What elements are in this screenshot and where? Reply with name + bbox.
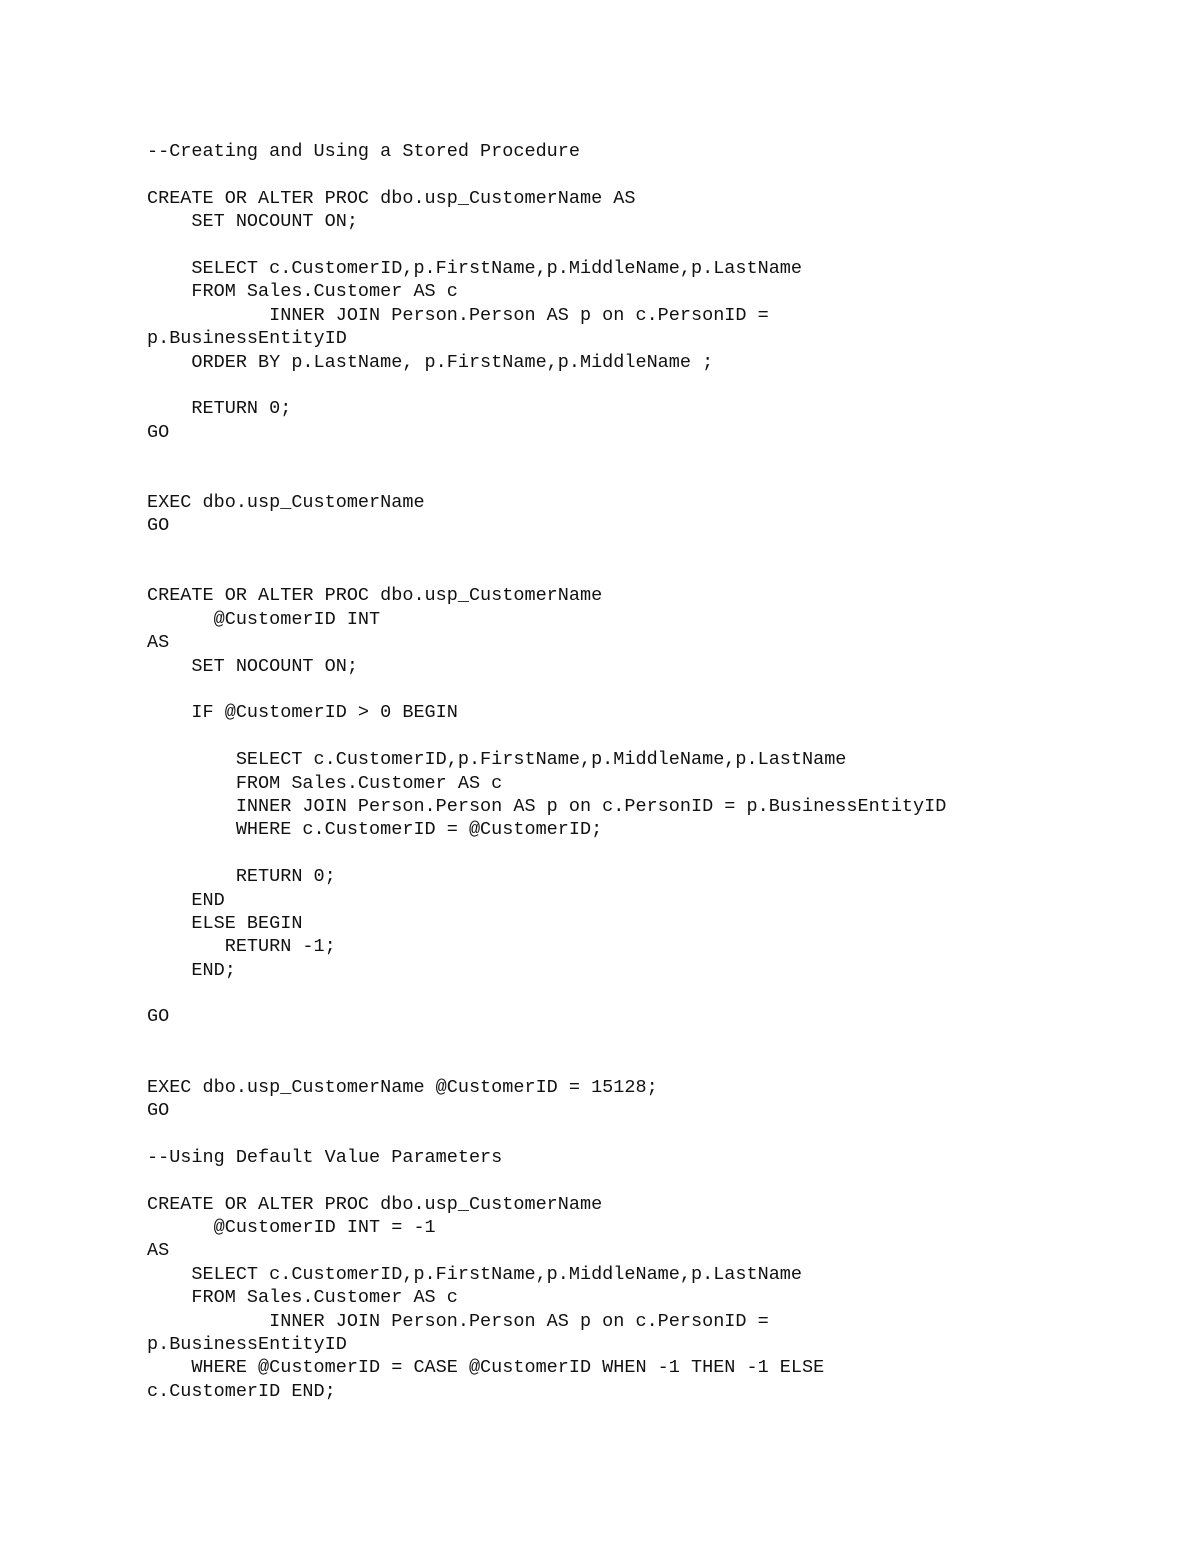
code-line: CREATE OR ALTER PROC dbo.usp_CustomerName [147,1193,603,1215]
code-line: SET NOCOUNT ON; [147,655,358,677]
code-line: AS [147,632,170,654]
blank-line [147,842,1157,865]
code-line: p.BusinessEntityID [147,1333,347,1355]
blank-line [147,678,1157,701]
code-line: FROM Sales.Customer AS c [147,281,458,303]
code-line: END; [147,959,236,981]
code-line: EXEC dbo.usp_CustomerName @CustomerID = 15128; [147,1076,658,1098]
code-line: SELECT c.CustomerID,p.FirstName,p.MiddleName,p.LastName [147,749,847,771]
code-line: RETURN 0; [147,398,292,420]
code-line: p.BusinessEntityID [147,328,347,350]
code-line: SET NOCOUNT ON; [147,211,358,233]
blank-line [147,1122,1157,1145]
code-line: INNER JOIN Person.Person AS p on c.PersonID = p.BusinessEntityID [147,795,947,817]
blank-line [147,982,1157,1005]
code-line: @CustomerID INT [147,608,381,630]
code-line: SELECT c.CustomerID,p.FirstName,p.MiddleName,p.LastName [147,1263,803,1285]
blank-line [147,467,1157,490]
code-line: EXEC dbo.usp_CustomerName [147,491,425,513]
code-line: @CustomerID INT = -1 [147,1216,436,1238]
code-line: FROM Sales.Customer AS c [147,1287,458,1309]
code-line: FROM Sales.Customer AS c [147,772,503,794]
blank-line [147,444,1157,467]
code-line: GO [147,1006,170,1028]
code-line: ELSE BEGIN [147,912,303,934]
blank-line [147,1169,1157,1192]
code-line: RETURN -1; [147,936,336,958]
blank-line [147,725,1157,748]
sql-code-block [147,140,1157,1403]
code-line: c.CustomerID END; [147,1380,336,1402]
blank-line [147,1052,1157,1075]
blank-line [147,374,1157,397]
code-line: ORDER BY p.LastName, p.FirstName,p.MiddleName ; [147,351,714,373]
code-line: INNER JOIN Person.Person AS p on c.PersonID = [147,304,769,326]
code-line: GO [147,1100,170,1122]
code-line: AS [147,1240,170,1262]
code-line: --Creating and Using a Stored Procedure [147,141,580,162]
code-line: INNER JOIN Person.Person AS p on c.PersonID = [147,1310,769,1332]
blank-line [147,561,1157,584]
code-line: CREATE OR ALTER PROC dbo.usp_CustomerName [147,585,603,607]
code-line: IF @CustomerID > 0 BEGIN [147,702,458,724]
blank-line [147,1029,1157,1052]
code-line: --Using Default Value Parameters [147,1146,503,1168]
blank-line [147,163,1157,186]
code-line: END [147,889,225,911]
blank-line [147,538,1157,561]
code-line: WHERE c.CustomerID = @CustomerID; [147,819,603,841]
code-line: CREATE OR ALTER PROC dbo.usp_CustomerName AS [147,187,636,209]
code-line: GO [147,515,170,537]
code-line: GO [147,421,170,443]
code-line: SELECT c.CustomerID,p.FirstName,p.MiddleName,p.LastName [147,257,803,279]
code-line: WHERE @CustomerID = CASE @CustomerID WHEN -1 THEN -1 ELSE [147,1357,825,1379]
code-line: RETURN 0; [147,866,336,888]
blank-line [147,234,1157,257]
